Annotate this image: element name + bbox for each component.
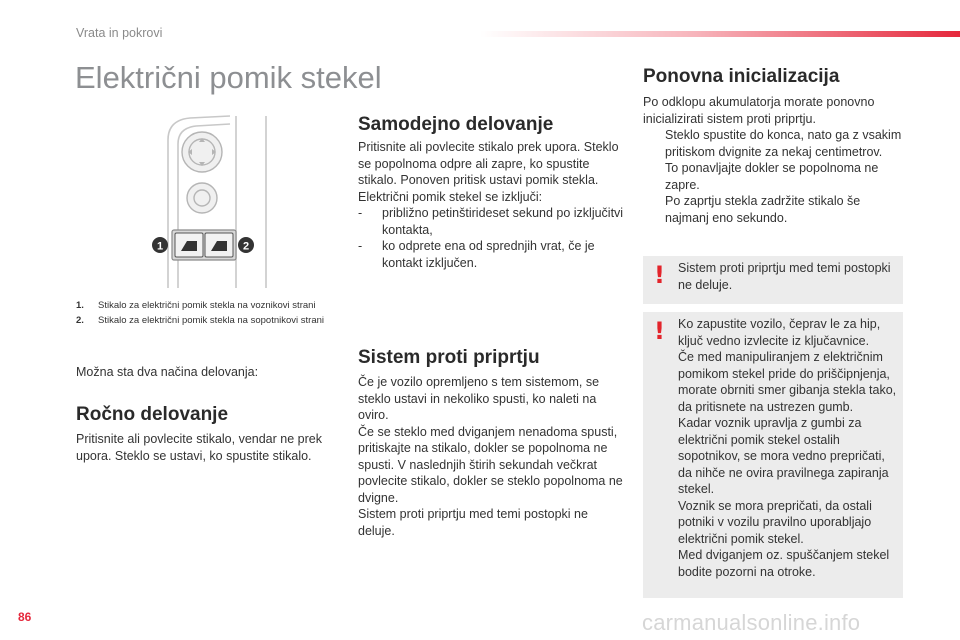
sistem-p2: Če se steklo med dviganjem nenadoma spusti, pritiskajte na stikalo, dokler se popolnoma ne spusti. V naslednjih štirih sekundah večkrat povlecite stikalo, dokler se steklo popolnoma ne dvigne.	[358, 424, 623, 505]
page-title: Električni pomik stekel	[75, 60, 382, 95]
samodejno-list	[358, 205, 628, 271]
warning-text-2: Ko zapustite vozilo, čeprav le za hip, ključ vedno izvlecite iz ključavnice. Če med manipuliranjem z električnim pomikom stekel pride do priščipnjenja, morate obrniti smer gibanja stekla tako, da pritisnete na ustrezen gumb. Kadar voznik upravlja z gumbi za električni pomik stekel ostalih sopotnikov, se mora vedno prepričati, da nihče ne ovira pravilnega zapiranja stekel. Voznik se mora prepričati, da ostali potniki v vozilu pravilno uporabljajo električni pomik stekel. Med dviganjem oz. spuščanjem stekel bodite pozorni na otroke.	[678, 317, 897, 579]
caption-1: 1. Stikalo za električni pomik stekla na voznikovi strani	[76, 300, 316, 311]
list-item: To ponavljajte dokler se popolnoma ne zapre.	[665, 161, 879, 192]
callout-1	[152, 237, 168, 253]
mirror-control-icon	[182, 132, 222, 172]
page-number: 86	[18, 610, 32, 624]
reinit-body	[643, 94, 905, 226]
sistem-p1: Če je vozilo opremljeno s tem sistemom, se steklo ustavi in nekoliko spusti, ko naleti na oviro.	[358, 375, 600, 422]
reinit-list	[643, 127, 905, 226]
rocno-title: Ročno delovanje	[76, 404, 229, 425]
list-item: Steklo spustite do konca, nato ga z vsakim pritiskom dvignite za nekaj centimetrov.	[665, 128, 902, 159]
list-item: Po zaprtju stekla zadržite stikalo še najmanj eno sekundo.	[665, 194, 861, 225]
callout-2-label: 2	[242, 240, 250, 253]
warning-icon: !	[654, 317, 665, 345]
figure-captions	[76, 298, 324, 328]
sistem-body	[358, 374, 628, 539]
samodejno-text2: Električni pomik stekel se izključi:	[358, 189, 543, 204]
callout-1-label: 1	[156, 240, 164, 253]
samodejno-text: Pritisnite ali povlecite stikalo prek upora. Steklo se popolnoma odpre ali zapre, ko spustite stikalo. Ponoven pritisk ustavi pomik stekla.	[358, 140, 619, 187]
warning-box-1	[643, 256, 903, 304]
header-section-label: Vrata in pokrovi	[76, 26, 163, 40]
door-switch-figure	[150, 112, 280, 290]
warning-box-2	[643, 312, 903, 598]
reinit-text: Po odklopu akumulatorja morate ponovno inicializirati sistem proti priprtju.	[643, 95, 875, 126]
samodejno-title: Samodejno delovanje	[358, 114, 554, 135]
header-accent-bar	[480, 31, 960, 37]
intro-text: Možna sta dva načina delovanja:	[76, 365, 259, 379]
warning-text-1: Sistem proti priprtju med temi postopki ne deluje.	[678, 261, 891, 292]
samodejno-body	[358, 139, 628, 271]
caption-2: 2. Stikalo za električni pomik stekla na sopotnikovi strani	[76, 315, 324, 326]
window-switch-pair	[172, 230, 236, 260]
warning-icon: !	[654, 261, 665, 289]
reinit-title: Ponovna inicializacija	[643, 66, 840, 87]
callout-2	[238, 237, 254, 253]
list-item: - ko odprete ena od sprednjih vrat, če je kontakt izključen.	[358, 239, 595, 270]
rocno-text: Pritisnite ali povlecite stikalo, vendar ne prek upora. Steklo se ustavi, ko spustite stikalo.	[76, 432, 322, 463]
list-item: - približno petinštirideset sekund po izključitvi kontakta,	[358, 206, 624, 237]
lock-button-icon	[187, 183, 217, 213]
sistem-p3: Sistem proti priprtju med temi postopki ne deluje.	[358, 507, 588, 538]
watermark: carmanualsonline.info	[642, 610, 861, 635]
sistem-title: Sistem proti priprtju	[358, 347, 540, 368]
